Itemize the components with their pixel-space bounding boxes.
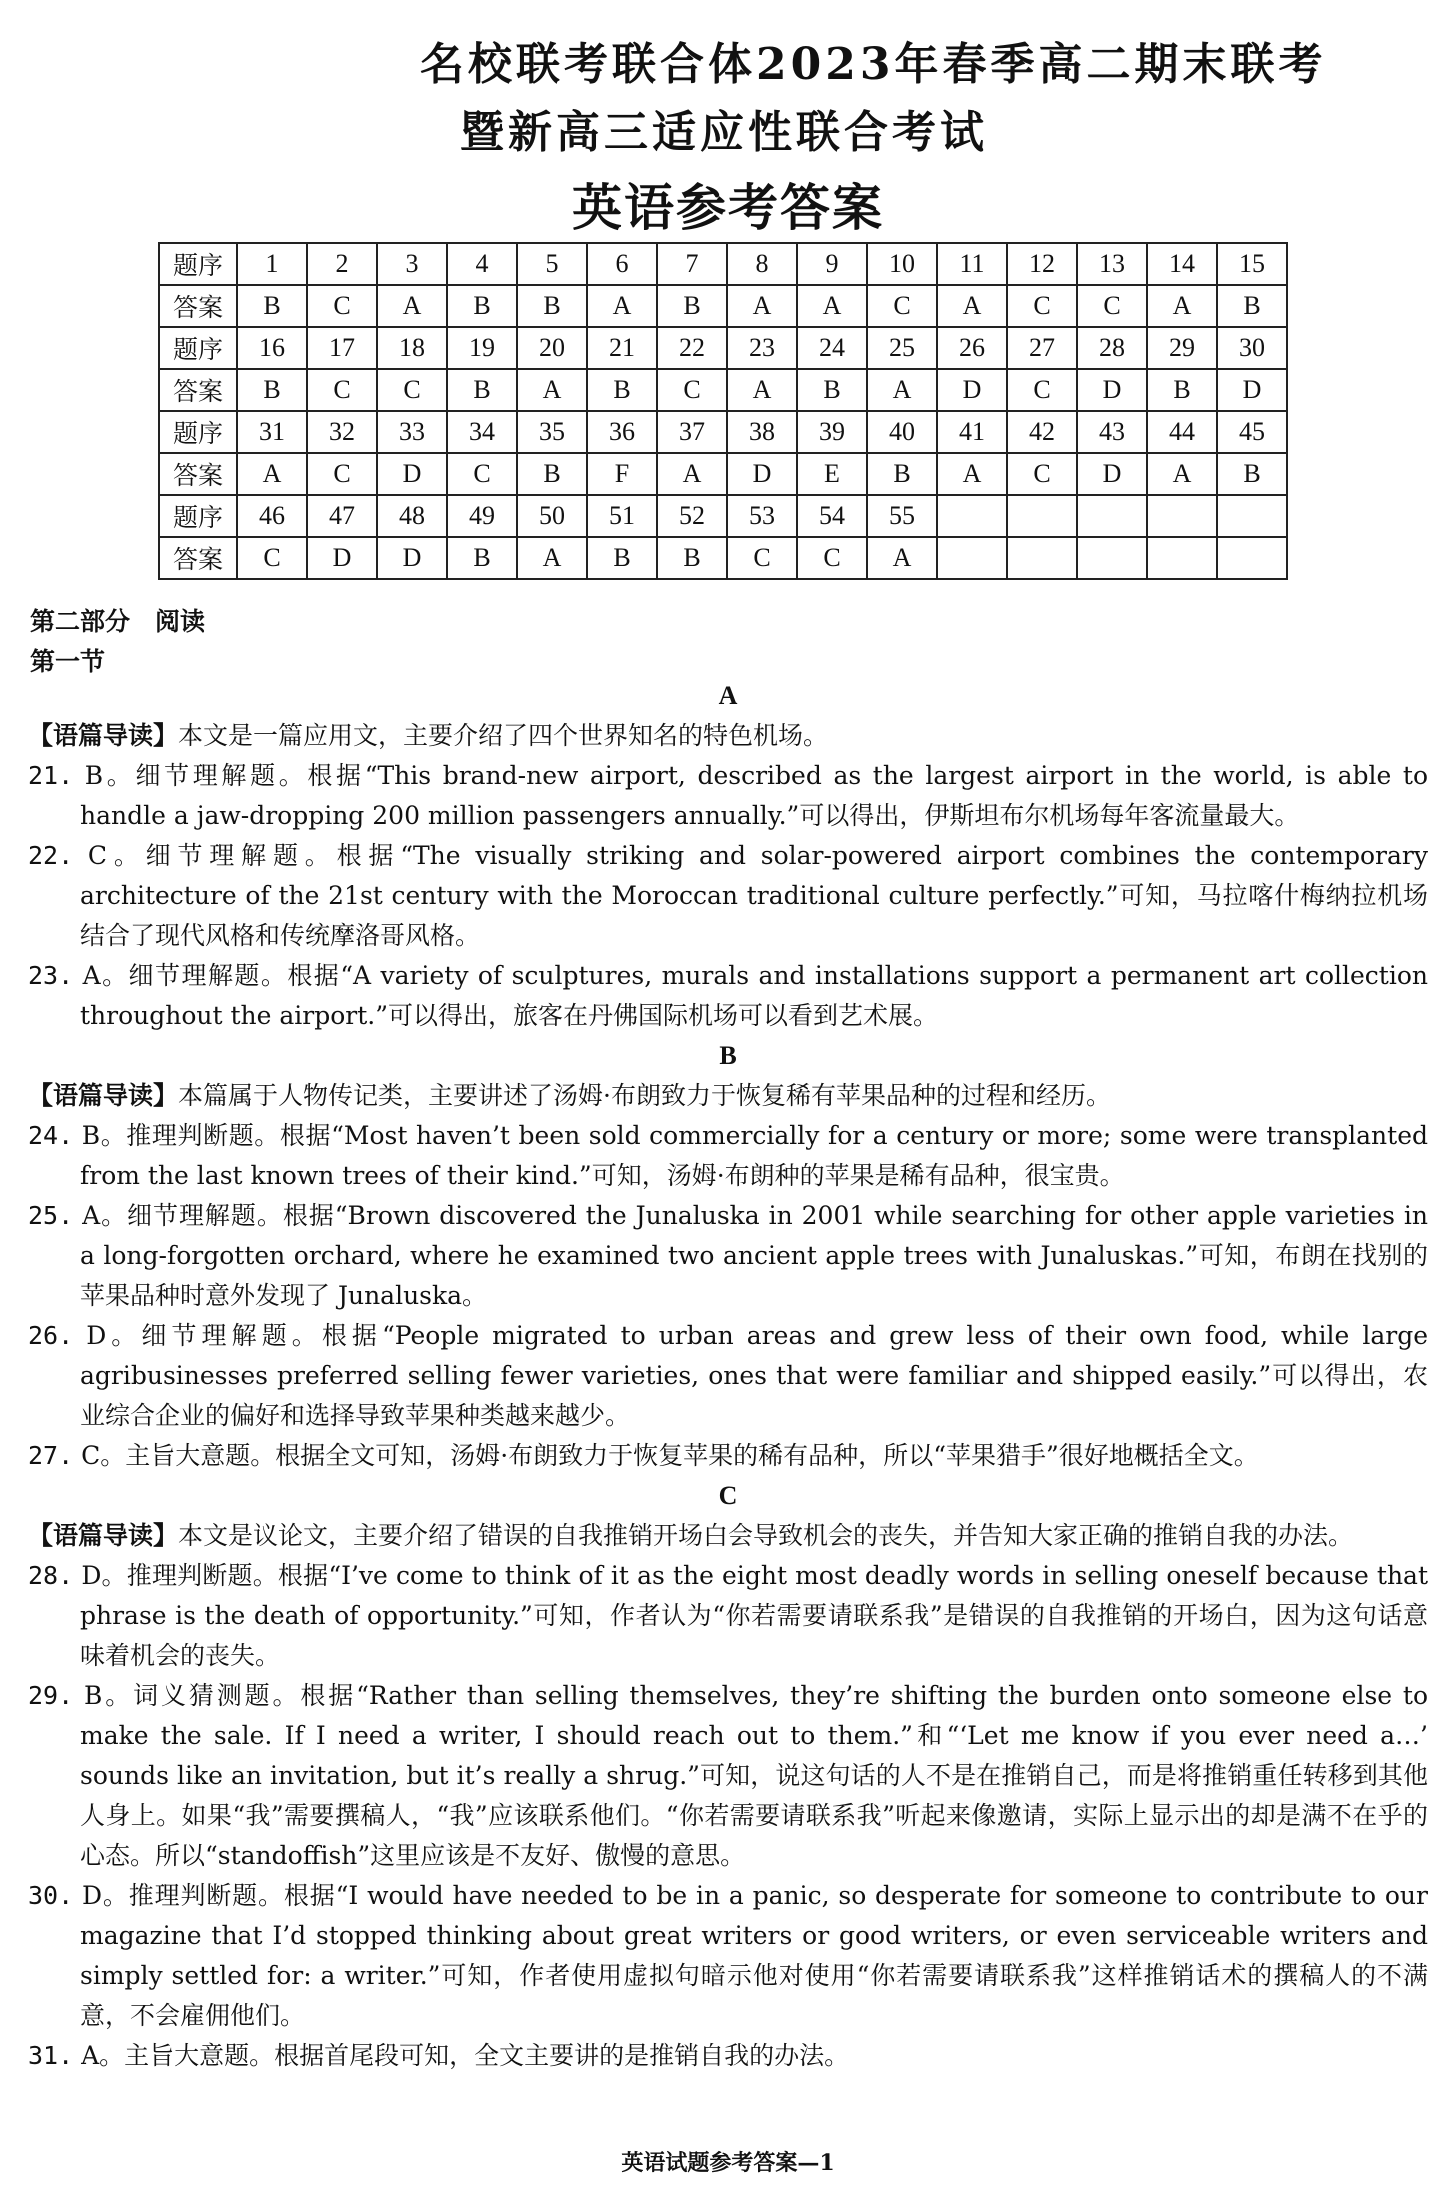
explanation-text: D。推理判断题。根据“I’ve come to think of it as the eight most deadly words in selling oneself because that phrase is the death of opportunity.”可知，作者认为“你若需要请联系我”是错误的自我推销的开场白，因为这句话意味着机会的丧失。 — [80, 1561, 1429, 1670]
table-cell: C — [657, 369, 727, 411]
row-label: 题序 — [159, 327, 237, 369]
table-cell: 35 — [517, 411, 587, 453]
passages-body — [28, 676, 1428, 2076]
table-cell: D — [937, 369, 1007, 411]
guide-tag: 【语篇导读】 — [28, 1081, 179, 1110]
answer-explanation — [28, 1116, 1428, 1196]
table-cell: B — [1217, 285, 1287, 327]
table-cell: B — [237, 285, 307, 327]
table-cell: A — [867, 369, 937, 411]
table-cell: B — [237, 369, 307, 411]
table-cell — [937, 537, 1007, 579]
table-cell — [1077, 537, 1147, 579]
question-number: 30. — [28, 1881, 74, 1910]
table-cell: 6 — [587, 243, 657, 285]
table-cell: B — [867, 453, 937, 495]
table-cell: D — [377, 453, 447, 495]
guide-text: 本文是议论文，主要介绍了错误的自我推销开场白会导致机会的丧失，并告知大家正确的推销自我的办法。 — [178, 1521, 1354, 1550]
table-cell: D — [727, 453, 797, 495]
table-cell: C — [307, 369, 377, 411]
table-cell — [1077, 495, 1147, 537]
exam-title-line2: 暨新高三适应性联合考试 — [460, 107, 988, 158]
table-cell: 20 — [517, 327, 587, 369]
table-cell: 15 — [1217, 243, 1287, 285]
table-cell: 9 — [797, 243, 867, 285]
row-label: 答案 — [159, 537, 237, 579]
table-cell: A — [727, 369, 797, 411]
table-cell: 24 — [797, 327, 867, 369]
answer-explanation — [28, 1876, 1428, 2036]
explanation-text: A。细节理解题。根据“Brown discovered the Junaluska in 2001 while searching for other apple varieties in a long-forgotten orchard, where he examined two ancient apple trees with Junaluskas.”可知，布朗在找别的苹果品种时意外发现了 Junaluska。 — [80, 1201, 1429, 1310]
table-cell: 12 — [1007, 243, 1077, 285]
table-cell: D — [307, 537, 377, 579]
explanation-text: B。推理判断题。根据“Most haven’t been sold commercially for a century or more; some were transplanted from the last known trees of their kind.”可知，汤姆·布朗种的苹果是稀有品种，很宝贵。 — [80, 1121, 1429, 1190]
question-number: 27. — [28, 1441, 74, 1470]
table-cell: 30 — [1217, 327, 1287, 369]
table-cell: 2 — [307, 243, 377, 285]
section-heading: 第一节 — [30, 647, 106, 676]
table-cell: B — [517, 285, 587, 327]
table-cell: C — [727, 537, 797, 579]
table-cell: B — [447, 285, 517, 327]
table-cell — [1217, 495, 1287, 537]
answer-explanation — [28, 1316, 1428, 1436]
table-cell: B — [797, 369, 867, 411]
table-cell — [937, 495, 1007, 537]
table-cell: B — [587, 369, 657, 411]
table-cell: C — [797, 537, 867, 579]
passage-letter: B — [719, 1041, 737, 1070]
table-cell: C — [1077, 285, 1147, 327]
table-cell: C — [307, 285, 377, 327]
answer-table-row — [159, 243, 1287, 285]
row-label: 题序 — [159, 243, 237, 285]
table-cell: C — [1007, 453, 1077, 495]
question-number: 21. — [28, 761, 74, 790]
table-cell: 1 — [237, 243, 307, 285]
table-cell — [1007, 537, 1077, 579]
table-cell: 44 — [1147, 411, 1217, 453]
answer-table-row — [159, 537, 1287, 579]
table-cell: 16 — [237, 327, 307, 369]
part-heading: 第二部分 阅读 — [30, 607, 206, 636]
table-cell: D — [1077, 369, 1147, 411]
explanation-text: A。细节理解题。根据“A variety of sculptures, murals and installations support a permanent art collection throughout the airport.”可以得出，旅客在丹佛国际机场可以看到艺术展。 — [80, 961, 1428, 1030]
question-number: 24. — [28, 1121, 74, 1150]
table-cell: B — [587, 537, 657, 579]
table-cell — [1217, 537, 1287, 579]
table-cell: 18 — [377, 327, 447, 369]
table-cell: 14 — [1147, 243, 1217, 285]
table-cell: B — [517, 453, 587, 495]
table-cell: A — [657, 453, 727, 495]
explanation-text: B。细节理解题。根据“This brand-new airport, described as the largest airport in the world, is able to handle a jaw-dropping 200 million passengers annually.”可以得出，伊斯坦布尔机场每年客流量最大。 — [80, 761, 1428, 830]
table-cell: C — [447, 453, 517, 495]
question-number: 26. — [28, 1321, 74, 1350]
answer-explanation — [28, 836, 1428, 956]
answer-table — [158, 242, 1288, 580]
table-cell: 50 — [517, 495, 587, 537]
table-cell: 36 — [587, 411, 657, 453]
table-cell: 32 — [307, 411, 377, 453]
row-label: 题序 — [159, 495, 237, 537]
table-cell: C — [307, 453, 377, 495]
table-cell: 47 — [307, 495, 377, 537]
question-number: 25. — [28, 1201, 74, 1230]
table-cell — [1147, 537, 1217, 579]
question-number: 28. — [28, 1561, 74, 1590]
table-cell: 28 — [1077, 327, 1147, 369]
table-cell: 19 — [447, 327, 517, 369]
table-cell: C — [1007, 285, 1077, 327]
passage-letter: C — [718, 1481, 738, 1510]
answer-table-row — [159, 327, 1287, 369]
table-cell: A — [1147, 285, 1217, 327]
passage-guide — [28, 716, 1428, 756]
passage-guide — [28, 1076, 1428, 1116]
row-label: 答案 — [159, 285, 237, 327]
answer-explanation — [28, 1676, 1428, 1876]
table-cell: A — [517, 369, 587, 411]
answer-table-row — [159, 453, 1287, 495]
table-cell: 49 — [447, 495, 517, 537]
table-cell: 41 — [937, 411, 1007, 453]
table-cell: 21 — [587, 327, 657, 369]
guide-tag: 【语篇导读】 — [28, 721, 179, 750]
answer-explanation — [28, 1436, 1428, 1476]
table-cell: F — [587, 453, 657, 495]
table-cell: A — [1147, 453, 1217, 495]
explanation-text: B。词义猜测题。根据“Rather than selling themselves, they’re shifting the burden onto someone else to make the sale. If I need a writer, I should reach out to them.”和“‘Let me know if you ever need a…’ sounds like an invitation, but it’s really a shrug.”可知，说这句话的人不是在推销自己，而是将推销重任转移到其他人身上。如果“我”需要撰稿人，“我”应该联系他们。“你若需要请联系我”听起来像邀请，实际上显示出的却是满不在乎的心态。所以“standoffish”这里应该是不友好、傲慢的意思。 — [80, 1681, 1428, 1870]
table-cell: A — [517, 537, 587, 579]
guide-text: 本篇属于人物传记类，主要讲述了汤姆·布朗致力于恢复稀有苹果品种的过程和经历。 — [178, 1081, 1111, 1110]
explanation-text: A。主旨大意题。根据首尾段可知，全文主要讲的是推销自我的办法。 — [81, 2041, 850, 2070]
row-label: 答案 — [159, 453, 237, 495]
table-cell: A — [797, 285, 867, 327]
table-cell: 37 — [657, 411, 727, 453]
passage-guide — [28, 1516, 1428, 1556]
table-cell: A — [377, 285, 447, 327]
table-cell: 33 — [377, 411, 447, 453]
page-footer: 英语试题参考答案—1 — [621, 2150, 835, 2176]
answer-explanation — [28, 1196, 1428, 1316]
table-cell: 31 — [237, 411, 307, 453]
table-cell: B — [447, 369, 517, 411]
explanation-text: D。细节理解题。根据“People migrated to urban areas and grew less of their own food, while large agribusinesses preferred selling fewer varieties, ones that were familiar and shipped easily.”可以得出，农业综合企业的偏好和选择导致苹果种类越来越少。 — [80, 1321, 1428, 1430]
row-label: 题序 — [159, 411, 237, 453]
row-label: 答案 — [159, 369, 237, 411]
table-cell: 52 — [657, 495, 727, 537]
table-cell: A — [587, 285, 657, 327]
table-cell: 8 — [727, 243, 797, 285]
table-cell: 51 — [587, 495, 657, 537]
table-cell: 29 — [1147, 327, 1217, 369]
table-cell: D — [1217, 369, 1287, 411]
table-cell: D — [377, 537, 447, 579]
explanation-text: D。推理判断题。根据“I would have needed to be in a panic, so desperate for someone to contribute to our magazine that I’d stopped thinking about great writers or good writers, or even serviceable writers and simply settled for: a writer.”可知，作者使用虚拟句暗示他对使用“你若需要请联系我”这样推销话术的撰稿人的不满意，不会雇佣他们。 — [80, 1881, 1428, 2030]
table-cell: 5 — [517, 243, 587, 285]
table-cell: B — [447, 537, 517, 579]
table-cell: A — [867, 537, 937, 579]
table-cell: A — [237, 453, 307, 495]
guide-tag: 【语篇导读】 — [28, 1521, 179, 1550]
table-cell: 45 — [1217, 411, 1287, 453]
question-number: 23. — [28, 961, 74, 990]
table-cell: 7 — [657, 243, 727, 285]
answer-table-row — [159, 495, 1287, 537]
table-cell: 54 — [797, 495, 867, 537]
answer-explanation — [28, 1556, 1428, 1676]
table-cell: 4 — [447, 243, 517, 285]
table-cell: 22 — [657, 327, 727, 369]
table-cell: 11 — [937, 243, 1007, 285]
explanation-text: C。主旨大意题。根据全文可知，汤姆·布朗致力于恢复苹果的稀有品种，所以“苹果猎手”很好地概括全文。 — [81, 1441, 1259, 1470]
table-cell: 55 — [867, 495, 937, 537]
table-cell: A — [937, 453, 1007, 495]
doc-title: 英语参考答案 — [572, 178, 884, 237]
table-cell: 10 — [867, 243, 937, 285]
exam-title-line1: 名校联考联合体2023年春季高二期末联考 — [420, 39, 1327, 90]
table-cell: C — [237, 537, 307, 579]
table-cell: C — [377, 369, 447, 411]
answer-table-row — [159, 411, 1287, 453]
table-cell: B — [657, 537, 727, 579]
table-cell: 43 — [1077, 411, 1147, 453]
table-cell: 46 — [237, 495, 307, 537]
table-cell: 13 — [1077, 243, 1147, 285]
table-cell: 34 — [447, 411, 517, 453]
table-cell: E — [797, 453, 867, 495]
table-cell — [1147, 495, 1217, 537]
answer-table-row — [159, 369, 1287, 411]
table-cell: B — [657, 285, 727, 327]
table-cell: 53 — [727, 495, 797, 537]
table-cell: A — [727, 285, 797, 327]
question-number: 31. — [28, 2041, 74, 2070]
table-cell: 17 — [307, 327, 377, 369]
guide-text: 本文是一篇应用文，主要介绍了四个世界知名的特色机场。 — [178, 721, 829, 750]
table-cell: 42 — [1007, 411, 1077, 453]
answer-explanation — [28, 956, 1428, 1036]
table-cell: 3 — [377, 243, 447, 285]
table-cell: B — [1147, 369, 1217, 411]
table-cell: B — [1217, 453, 1287, 495]
table-cell: 25 — [867, 327, 937, 369]
question-number: 22. — [28, 841, 74, 870]
table-cell: 26 — [937, 327, 1007, 369]
table-cell: 23 — [727, 327, 797, 369]
table-cell: D — [1077, 453, 1147, 495]
table-cell — [1007, 495, 1077, 537]
table-cell: 27 — [1007, 327, 1077, 369]
answer-explanation — [28, 2036, 1428, 2076]
table-cell: 48 — [377, 495, 447, 537]
table-cell: 40 — [867, 411, 937, 453]
explanation-text: C。细节理解题。根据“The visually striking and solar-powered airport combines the contemporary architecture of the 21st century with the Moroccan traditional culture perfectly.”可知，马拉喀什梅纳拉机场结合了现代风格和传统摩洛哥风格。 — [80, 841, 1428, 950]
table-cell: 39 — [797, 411, 867, 453]
table-cell: 38 — [727, 411, 797, 453]
table-cell: A — [937, 285, 1007, 327]
passage-letter: A — [718, 681, 738, 710]
table-cell: C — [867, 285, 937, 327]
table-cell: C — [1007, 369, 1077, 411]
question-number: 29. — [28, 1681, 74, 1710]
answer-table-row — [159, 285, 1287, 327]
answer-explanation — [28, 756, 1428, 836]
